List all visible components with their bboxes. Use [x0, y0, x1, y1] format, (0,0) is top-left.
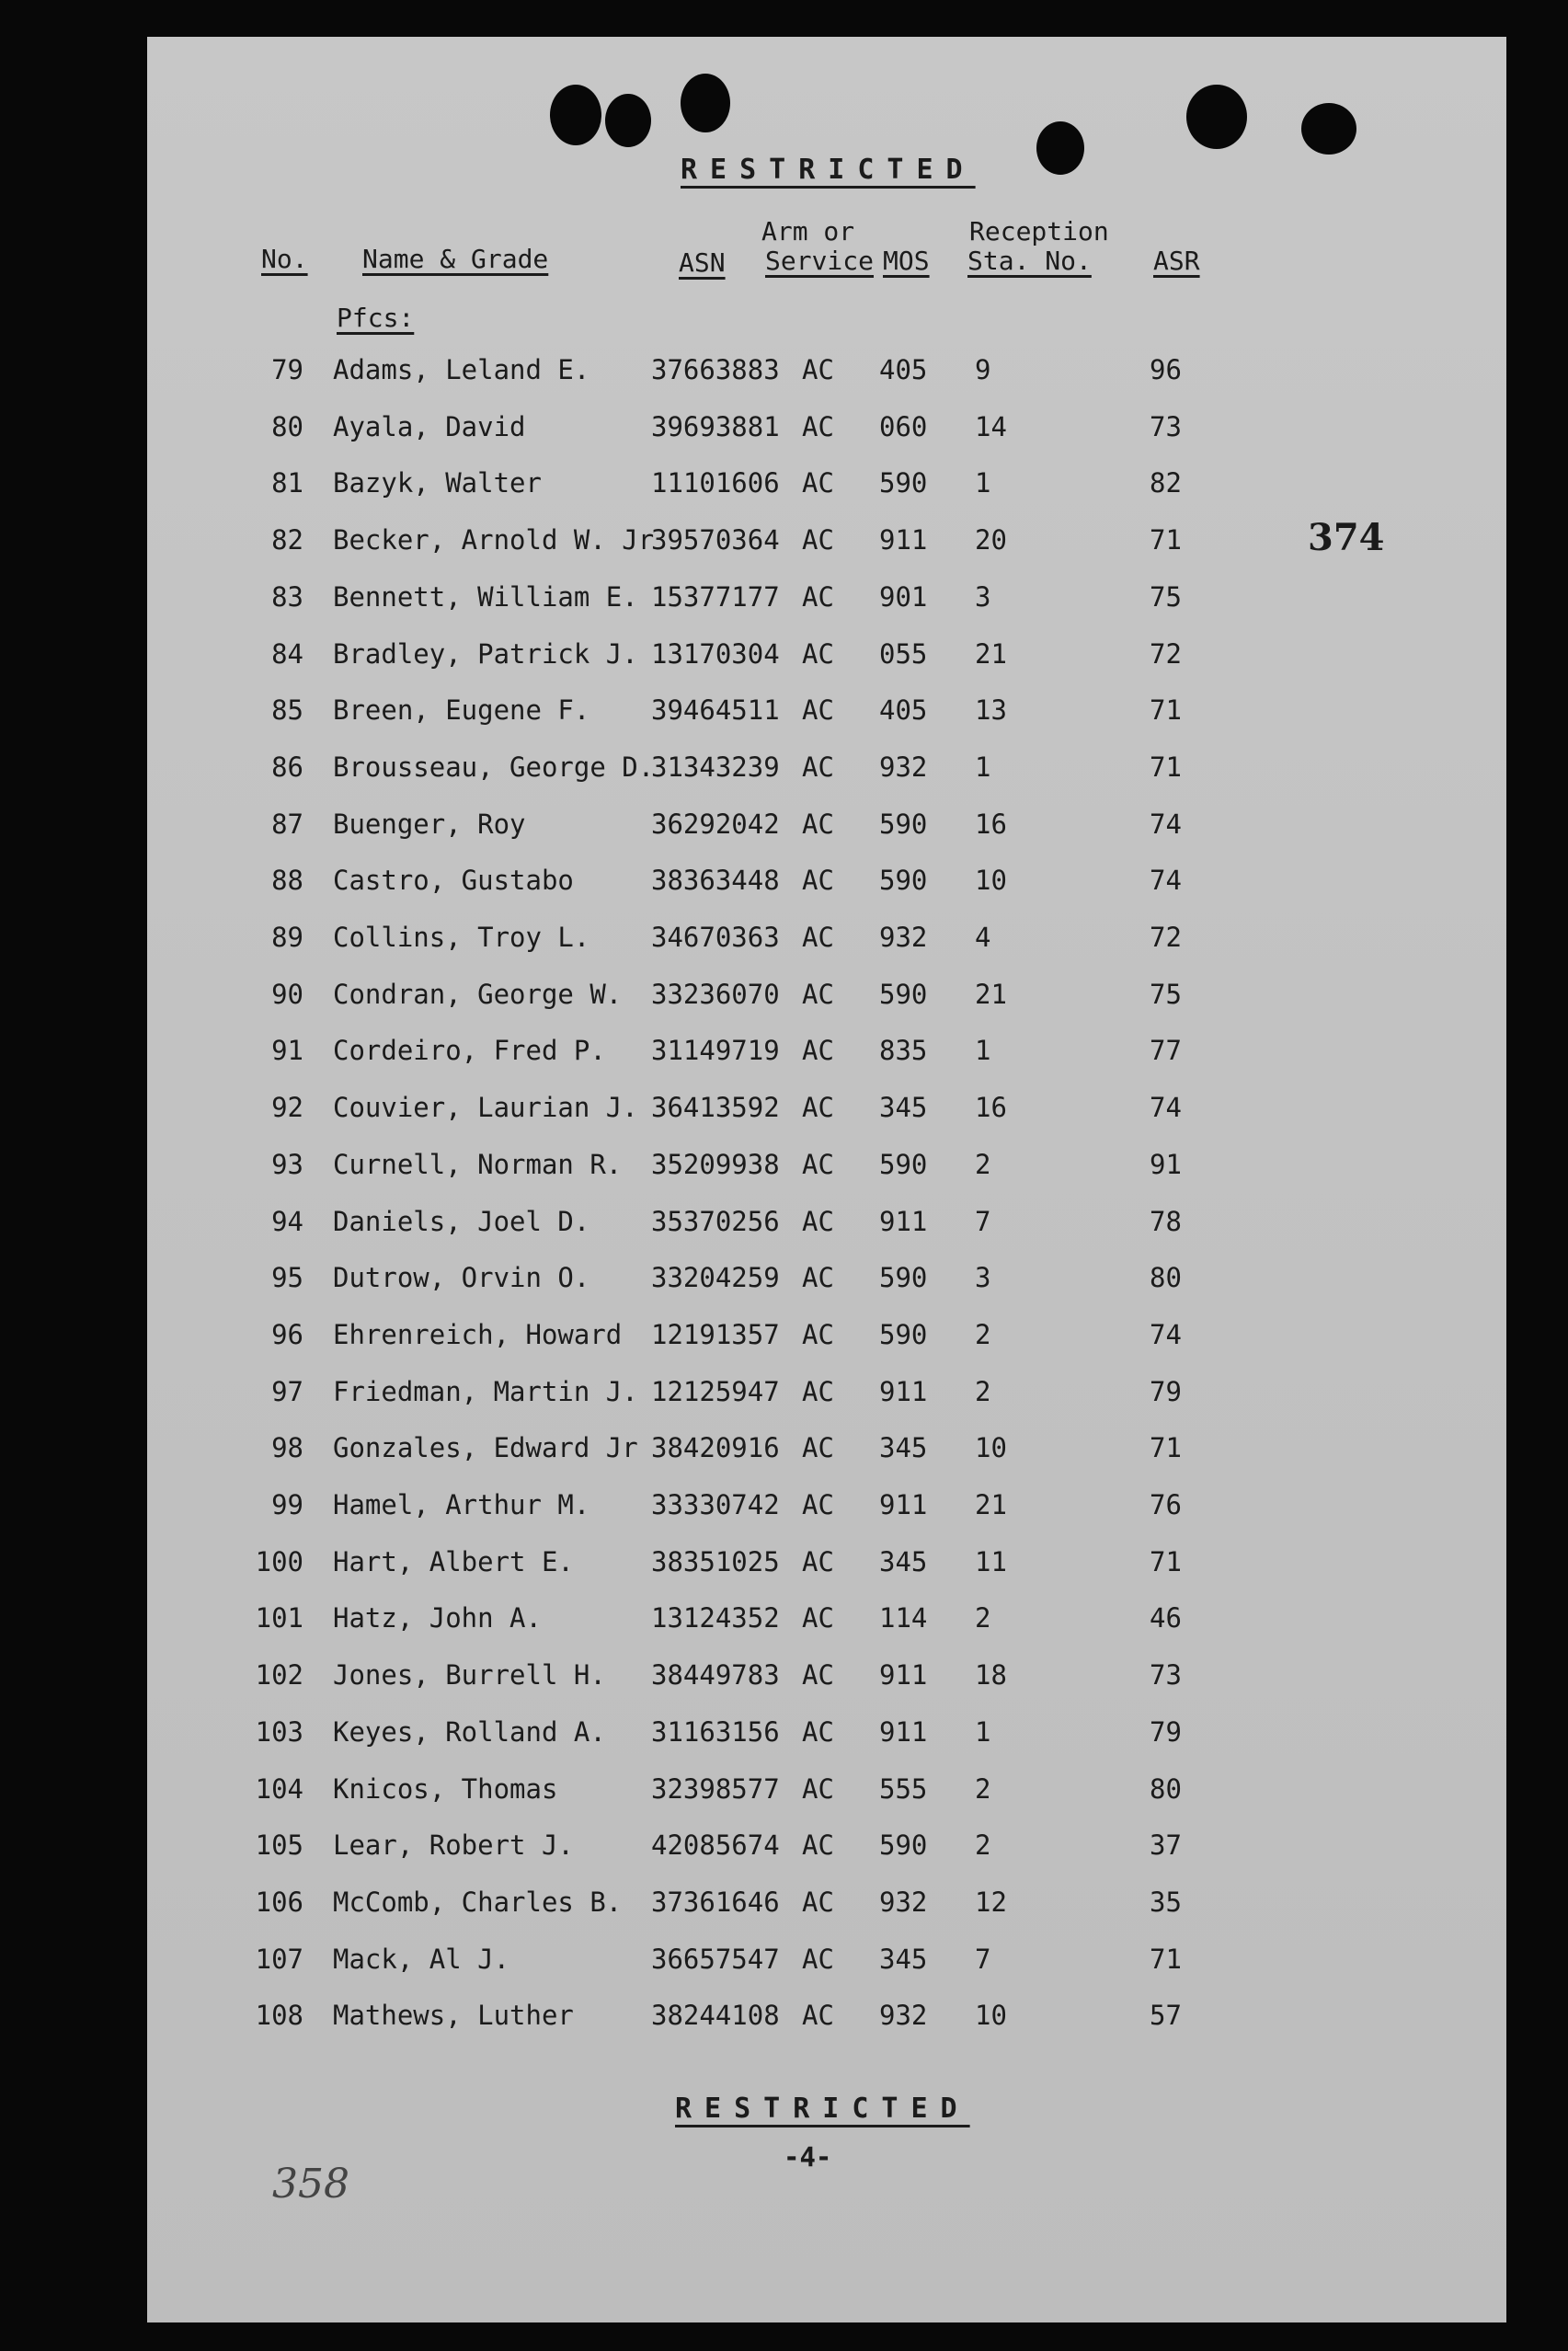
cell-asr: 78 — [1150, 1206, 1182, 1237]
cell-arm: AC — [802, 694, 834, 726]
cell-name: Hamel, Arthur M. — [333, 1489, 590, 1520]
cell-name: Adams, Leland E. — [333, 354, 590, 385]
grade-heading: Pfcs: — [337, 303, 415, 333]
cell-asn: 38244108 — [651, 2000, 780, 2031]
cell-asr: 73 — [1150, 1659, 1182, 1691]
cell-no: 82 — [271, 524, 303, 556]
cell-no: 94 — [271, 1206, 303, 1237]
cell-asn: 42085674 — [651, 1829, 780, 1861]
cell-arm: AC — [802, 922, 834, 953]
cell-mos: 590 — [879, 467, 928, 499]
column-header-mos: MOS — [883, 246, 930, 276]
cell-mos: 932 — [879, 1887, 928, 1918]
column-header-arm-line1: Arm or — [761, 216, 855, 247]
cell-no: 102 — [255, 1659, 303, 1691]
cell-sta: 21 — [975, 638, 1007, 670]
cell-sta: 10 — [975, 1432, 1007, 1463]
cell-asr: 80 — [1150, 1773, 1182, 1805]
punch-hole — [550, 85, 601, 145]
cell-asn: 31163156 — [651, 1716, 780, 1748]
cell-name: Bradley, Patrick J. — [333, 638, 638, 670]
cell-asn: 36413592 — [651, 1092, 780, 1123]
cell-sta: 1 — [975, 467, 991, 499]
cell-asr: 76 — [1150, 1489, 1182, 1520]
cell-mos: 911 — [879, 1659, 928, 1691]
cell-no: 99 — [271, 1489, 303, 1520]
cell-asn: 12191357 — [651, 1319, 780, 1350]
cell-name: Curnell, Norman R. — [333, 1149, 623, 1180]
cell-arm: AC — [802, 638, 834, 670]
cell-asn: 33236070 — [651, 979, 780, 1010]
cell-sta: 4 — [975, 922, 991, 953]
cell-mos: 345 — [879, 1092, 928, 1123]
cell-asr: 73 — [1150, 411, 1182, 442]
cell-name: McComb, Charles B. — [333, 1887, 623, 1918]
cell-arm: AC — [802, 2000, 834, 2031]
cell-asr: 82 — [1150, 467, 1182, 499]
cell-mos: 590 — [879, 1319, 928, 1350]
cell-asn: 15377177 — [651, 581, 780, 613]
cell-asr: 71 — [1150, 694, 1182, 726]
cell-asr: 79 — [1150, 1376, 1182, 1407]
cell-arm: AC — [802, 1829, 834, 1861]
cell-name: Bazyk, Walter — [333, 467, 542, 499]
cell-sta: 3 — [975, 1262, 991, 1293]
punch-hole — [1301, 103, 1356, 155]
cell-arm: AC — [802, 979, 834, 1010]
cell-sta: 21 — [975, 1489, 1007, 1520]
cell-sta: 21 — [975, 979, 1007, 1010]
cell-arm: AC — [802, 1773, 834, 1805]
cell-arm: AC — [802, 524, 834, 556]
cell-arm: AC — [802, 1035, 834, 1066]
cell-mos: 405 — [879, 694, 928, 726]
column-header-reception-line2: Sta. No. — [967, 246, 1092, 276]
cell-sta: 2 — [975, 1149, 991, 1180]
cell-no: 100 — [255, 1546, 303, 1577]
cell-arm: AC — [802, 581, 834, 613]
cell-sta: 1 — [975, 751, 991, 783]
cell-asn: 38449783 — [651, 1659, 780, 1691]
cell-arm: AC — [802, 411, 834, 442]
cell-asn: 32398577 — [651, 1773, 780, 1805]
cell-mos: 590 — [879, 865, 928, 896]
cell-sta: 13 — [975, 694, 1007, 726]
cell-arm: AC — [802, 1149, 834, 1180]
cell-name: Mathews, Luther — [333, 2000, 574, 2031]
cell-arm: AC — [802, 467, 834, 499]
cell-mos: 345 — [879, 1546, 928, 1577]
cell-asr: 71 — [1150, 524, 1182, 556]
cell-mos: 911 — [879, 1716, 928, 1748]
cell-mos: 911 — [879, 524, 928, 556]
cell-sta: 12 — [975, 1887, 1007, 1918]
cell-sta: 2 — [975, 1773, 991, 1805]
cell-no: 103 — [255, 1716, 303, 1748]
side-page-stamp: 374 — [1308, 516, 1385, 559]
cell-no: 92 — [271, 1092, 303, 1123]
cell-mos: 590 — [879, 809, 928, 840]
cell-no: 81 — [271, 467, 303, 499]
cell-name: Knicos, Thomas — [333, 1773, 558, 1805]
cell-name: Ayala, David — [333, 411, 526, 442]
cell-name: Hatz, John A. — [333, 1602, 542, 1634]
page-number: -4- — [784, 2141, 832, 2173]
cell-name: Gonzales, Edward Jr — [333, 1432, 638, 1463]
cell-asr: 96 — [1150, 354, 1182, 385]
cell-asn: 35370256 — [651, 1206, 780, 1237]
cell-sta: 9 — [975, 354, 991, 385]
cell-name: Becker, Arnold W. Jr — [333, 524, 655, 556]
cell-asn: 31343239 — [651, 751, 780, 783]
cell-name: Castro, Gustabo — [333, 865, 574, 896]
cell-no: 83 — [271, 581, 303, 613]
cell-no: 80 — [271, 411, 303, 442]
cell-no: 104 — [255, 1773, 303, 1805]
cell-arm: AC — [802, 1206, 834, 1237]
cell-arm: AC — [802, 1887, 834, 1918]
document-page — [147, 37, 1506, 2322]
cell-no: 91 — [271, 1035, 303, 1066]
cell-arm: AC — [802, 865, 834, 896]
cell-asr: 72 — [1150, 922, 1182, 953]
cell-sta: 14 — [975, 411, 1007, 442]
cell-mos: 911 — [879, 1206, 928, 1237]
cell-name: Cordeiro, Fred P. — [333, 1035, 606, 1066]
cell-mos: 932 — [879, 2000, 928, 2031]
header-restricted-label: RESTRICTED — [681, 154, 976, 186]
footer-restricted-label: RESTRICTED — [675, 2093, 970, 2125]
cell-arm: AC — [802, 809, 834, 840]
cell-name: Collins, Troy L. — [333, 922, 590, 953]
cell-arm: AC — [802, 1376, 834, 1407]
cell-asn: 13170304 — [651, 638, 780, 670]
cell-asr: 71 — [1150, 1432, 1182, 1463]
cell-no: 98 — [271, 1432, 303, 1463]
cell-name: Friedman, Martin J. — [333, 1376, 638, 1407]
cell-asr: 80 — [1150, 1262, 1182, 1293]
punch-hole — [1036, 121, 1084, 175]
cell-arm: AC — [802, 1716, 834, 1748]
cell-asr: 37 — [1150, 1829, 1182, 1861]
cell-no: 85 — [271, 694, 303, 726]
cell-name: Jones, Burrell H. — [333, 1659, 606, 1691]
cell-name: Ehrenreich, Howard — [333, 1319, 623, 1350]
cell-asr: 74 — [1150, 1319, 1182, 1350]
cell-mos: 911 — [879, 1489, 928, 1520]
cell-no: 90 — [271, 979, 303, 1010]
cell-asn: 39693881 — [651, 411, 780, 442]
cell-asr: 79 — [1150, 1716, 1182, 1748]
cell-sta: 20 — [975, 524, 1007, 556]
cell-asn: 38363448 — [651, 865, 780, 896]
cell-asr: 74 — [1150, 809, 1182, 840]
pencil-note: 358 — [272, 2161, 349, 2208]
cell-asn: 38420916 — [651, 1432, 780, 1463]
cell-asr: 57 — [1150, 2000, 1182, 2031]
cell-sta: 18 — [975, 1659, 1007, 1691]
cell-mos: 114 — [879, 1602, 928, 1634]
cell-no: 86 — [271, 751, 303, 783]
cell-no: 97 — [271, 1376, 303, 1407]
cell-arm: AC — [802, 1262, 834, 1293]
column-header-arm-line2: Service — [765, 246, 875, 276]
cell-sta: 2 — [975, 1319, 991, 1350]
cell-name: Bennett, William E. — [333, 581, 638, 613]
cell-name: Dutrow, Orvin O. — [333, 1262, 590, 1293]
cell-name: Hart, Albert E. — [333, 1546, 574, 1577]
cell-asn: 33204259 — [651, 1262, 780, 1293]
cell-name: Keyes, Rolland A. — [333, 1716, 606, 1748]
cell-no: 93 — [271, 1149, 303, 1180]
punch-hole — [605, 94, 651, 147]
cell-name: Condran, George W. — [333, 979, 623, 1010]
punch-hole — [1186, 85, 1247, 149]
cell-arm: AC — [802, 1546, 834, 1577]
cell-mos: 345 — [879, 1944, 928, 1975]
cell-arm: AC — [802, 354, 834, 385]
cell-mos: 590 — [879, 1829, 928, 1861]
cell-sta: 16 — [975, 1092, 1007, 1123]
cell-asr: 77 — [1150, 1035, 1182, 1066]
cell-asn: 37361646 — [651, 1887, 780, 1918]
cell-no: 95 — [271, 1262, 303, 1293]
column-header-name: Name & Grade — [362, 244, 549, 274]
cell-asn: 12125947 — [651, 1376, 780, 1407]
cell-no: 96 — [271, 1319, 303, 1350]
cell-no: 88 — [271, 865, 303, 896]
cell-no: 84 — [271, 638, 303, 670]
cell-mos: 055 — [879, 638, 928, 670]
cell-asr: 74 — [1150, 1092, 1182, 1123]
cell-name: Buenger, Roy — [333, 809, 526, 840]
cell-no: 87 — [271, 809, 303, 840]
cell-name: Daniels, Joel D. — [333, 1206, 590, 1237]
cell-sta: 2 — [975, 1829, 991, 1861]
cell-asn: 35209938 — [651, 1149, 780, 1180]
cell-sta: 11 — [975, 1546, 1007, 1577]
cell-name: Mack, Al J. — [333, 1944, 510, 1975]
cell-sta: 2 — [975, 1602, 991, 1634]
cell-sta: 7 — [975, 1944, 991, 1975]
cell-asr: 71 — [1150, 1546, 1182, 1577]
cell-sta: 3 — [975, 581, 991, 613]
cell-no: 79 — [271, 354, 303, 385]
cell-mos: 911 — [879, 1376, 928, 1407]
cell-mos: 590 — [879, 1149, 928, 1180]
cell-asn: 31149719 — [651, 1035, 780, 1066]
cell-asn: 39464511 — [651, 694, 780, 726]
cell-no: 105 — [255, 1829, 303, 1861]
cell-asr: 72 — [1150, 638, 1182, 670]
cell-arm: AC — [802, 1659, 834, 1691]
cell-asn: 39570364 — [651, 524, 780, 556]
cell-no: 108 — [255, 2000, 303, 2031]
cell-name: Couvier, Laurian J. — [333, 1092, 638, 1123]
cell-asr: 75 — [1150, 581, 1182, 613]
cell-sta: 10 — [975, 865, 1007, 896]
cell-arm: AC — [802, 1944, 834, 1975]
cell-name: Brousseau, George D. — [333, 751, 655, 783]
cell-arm: AC — [802, 1319, 834, 1350]
cell-arm: AC — [802, 1092, 834, 1123]
cell-asr: 75 — [1150, 979, 1182, 1010]
column-header-asn: ASN — [679, 247, 726, 278]
cell-asn: 11101606 — [651, 467, 780, 499]
cell-mos: 901 — [879, 581, 928, 613]
cell-asr: 74 — [1150, 865, 1182, 896]
cell-asn: 38351025 — [651, 1546, 780, 1577]
column-header-no: No. — [261, 244, 308, 274]
cell-name: Breen, Eugene F. — [333, 694, 590, 726]
cell-sta: 1 — [975, 1035, 991, 1066]
cell-no: 89 — [271, 922, 303, 953]
punch-hole — [681, 74, 730, 132]
cell-arm: AC — [802, 1432, 834, 1463]
cell-mos: 060 — [879, 411, 928, 442]
cell-name: Lear, Robert J. — [333, 1829, 574, 1861]
cell-mos: 590 — [879, 979, 928, 1010]
cell-sta: 2 — [975, 1376, 991, 1407]
cell-asr: 91 — [1150, 1149, 1182, 1180]
column-header-reception-line1: Reception — [969, 216, 1109, 247]
cell-mos: 932 — [879, 922, 928, 953]
cell-sta: 16 — [975, 809, 1007, 840]
cell-no: 101 — [255, 1602, 303, 1634]
cell-no: 107 — [255, 1944, 303, 1975]
cell-asn: 37663883 — [651, 354, 780, 385]
cell-mos: 405 — [879, 354, 928, 385]
cell-asr: 71 — [1150, 751, 1182, 783]
cell-sta: 10 — [975, 2000, 1007, 2031]
cell-arm: AC — [802, 751, 834, 783]
cell-mos: 835 — [879, 1035, 928, 1066]
cell-asn: 36657547 — [651, 1944, 780, 1975]
cell-mos: 555 — [879, 1773, 928, 1805]
cell-mos: 932 — [879, 751, 928, 783]
cell-asn: 34670363 — [651, 922, 780, 953]
cell-mos: 345 — [879, 1432, 928, 1463]
cell-asn: 36292042 — [651, 809, 780, 840]
cell-arm: AC — [802, 1602, 834, 1634]
cell-sta: 7 — [975, 1206, 991, 1237]
cell-no: 106 — [255, 1887, 303, 1918]
cell-asn: 33330742 — [651, 1489, 780, 1520]
cell-asr: 71 — [1150, 1944, 1182, 1975]
cell-asr: 35 — [1150, 1887, 1182, 1918]
column-header-asr: ASR — [1153, 246, 1200, 276]
cell-asr: 46 — [1150, 1602, 1182, 1634]
cell-mos: 590 — [879, 1262, 928, 1293]
cell-arm: AC — [802, 1489, 834, 1520]
cell-asn: 13124352 — [651, 1602, 780, 1634]
cell-sta: 1 — [975, 1716, 991, 1748]
